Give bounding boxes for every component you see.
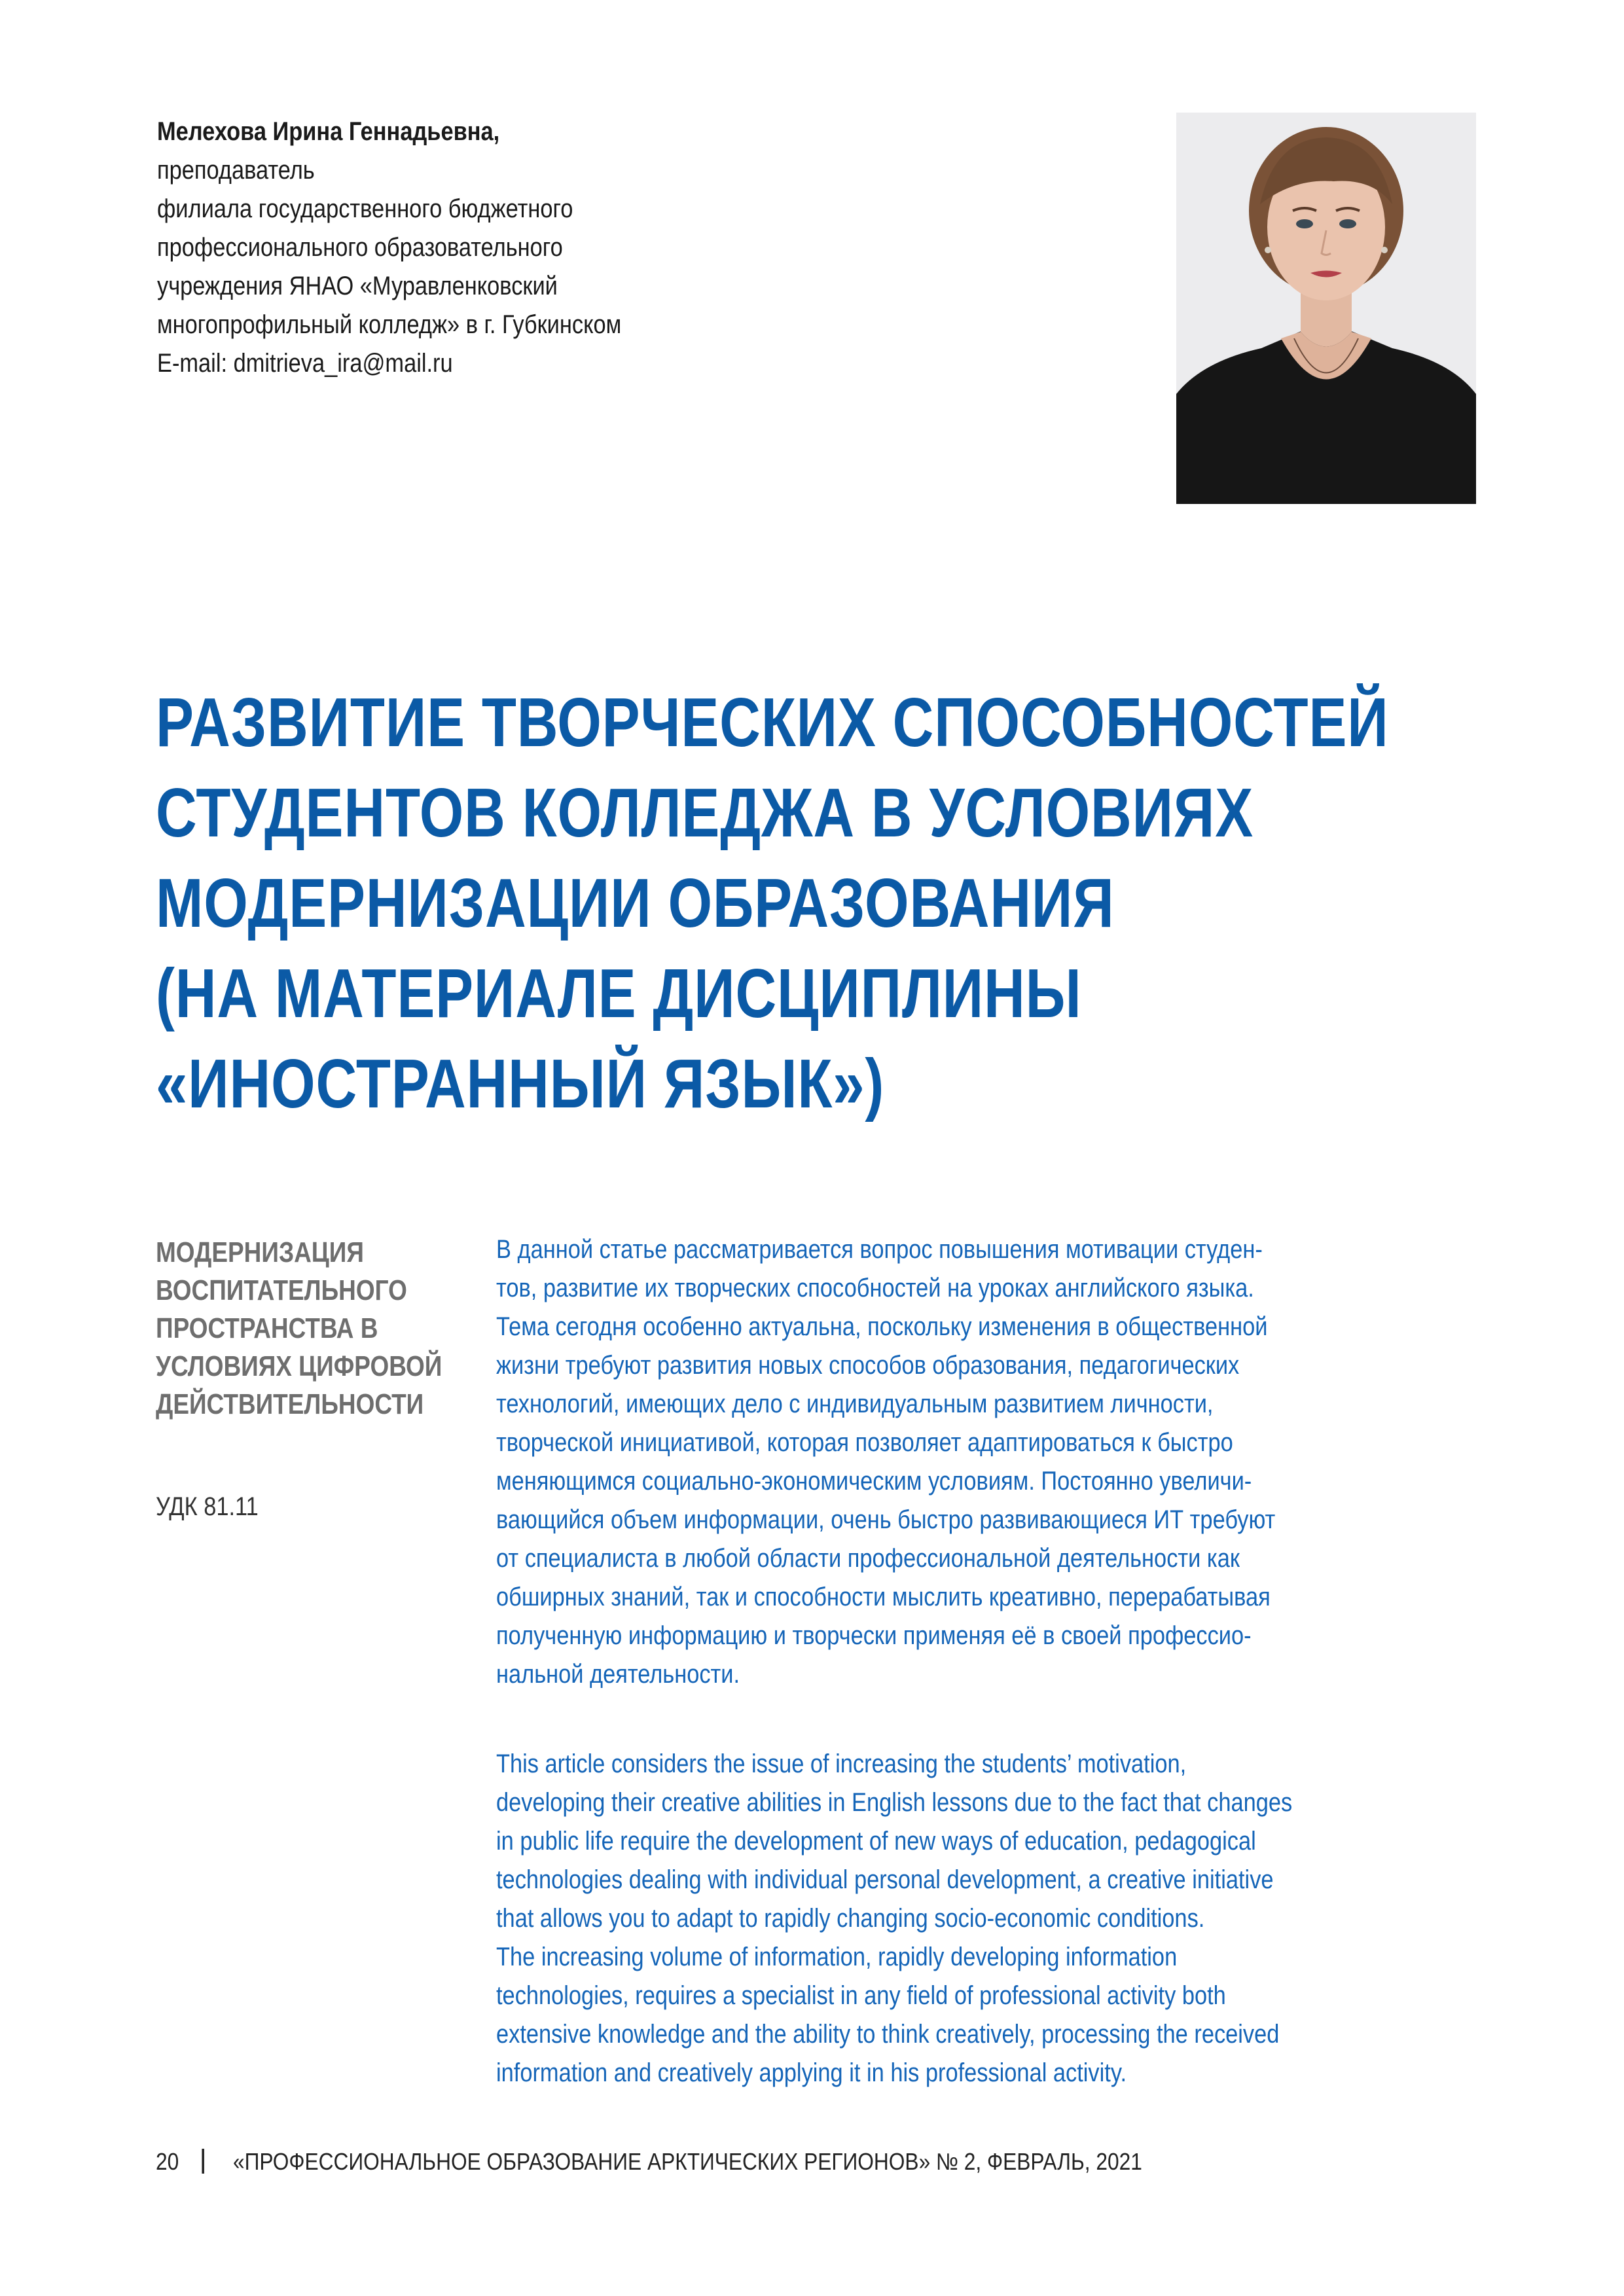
abstract-line: that allows you to adapt to rapidly changing socio-economic conditions.: [496, 1904, 1205, 1933]
rubric-line: МОДЕРНИЗАЦИЯ: [156, 1236, 364, 1268]
abstract-russian: [496, 1230, 1517, 1694]
abstract: [496, 1230, 1517, 2092]
abstract-line: тов, развитие их творческих способностей на уроках английского языка.: [496, 1274, 1254, 1302]
abstract-line: от специалиста в любой области профессиональной деятельности как: [496, 1544, 1240, 1573]
author-name: Мелехова Ирина Геннадьевна,: [157, 117, 500, 146]
title-line: МОДЕРНИЗАЦИИ ОБРАЗОВАНИЯ: [156, 865, 1115, 942]
abstract-line: жизни требуют развития новых способов образования, педагогических: [496, 1351, 1240, 1380]
abstract-line: творческой инициативой, которая позволяет адаптироваться к быстро: [496, 1428, 1233, 1457]
abstract-line: нальной деятельности.: [496, 1660, 740, 1689]
author-position: преподаватель: [157, 156, 315, 185]
abstract-line: полученную информацию и творчески применяя её в своей профессио-: [496, 1621, 1252, 1650]
abstract-line: This article considers the issue of increasing the students’ motivation,: [496, 1749, 1187, 1778]
rubric-line: УСЛОВИЯХ ЦИФРОВОЙ: [156, 1350, 442, 1382]
abstract-line: technologies dealing with individual personal development, a creative initiative: [496, 1865, 1274, 1894]
page-number: 20: [156, 2148, 179, 2175]
abstract-line: technologies, requires a specialist in any field of professional activity both: [496, 1981, 1226, 2010]
abstract-line: developing their creative abilities in English lessons due to the fact that changes: [496, 1788, 1293, 1817]
article-title: [156, 677, 1389, 1129]
portrait-illustration: [1176, 113, 1476, 504]
author-photo: [1176, 113, 1476, 504]
title-line: СТУДЕНТОВ КОЛЛЕДЖА В УСЛОВИЯХ: [156, 774, 1254, 852]
page-footer: [156, 2148, 1308, 2176]
title-line: РАЗВИТИЕ ТВОРЧЕСКИХ СПОСОБНОСТЕЙ: [156, 684, 1389, 761]
rubric-line: ВОСПИТАТЕЛЬНОГО: [156, 1274, 407, 1306]
footer-divider: [202, 2149, 204, 2174]
abstract-line: технологий, имеющих дело с индивидуальным развитием личности,: [496, 1390, 1214, 1418]
section-rubric: [156, 1234, 463, 1424]
author-affiliation-line: многопрофильный колледж» в г. Губкинском: [157, 310, 622, 339]
author-block: [157, 113, 1001, 383]
rubric-line: ПРОСТРАНСТВА В: [156, 1312, 378, 1344]
abstract-line: вающийся объем информации, очень быстро развивающиеся ИТ требуют: [496, 1505, 1276, 1534]
abstract-line: В данной статье рассматривается вопрос повышения мотивации студен-: [496, 1235, 1263, 1264]
abstract-line: information and creatively applying it in his professional activity.: [496, 2058, 1127, 2087]
title-line: «ИНОСТРАННЫЙ ЯЗЫК»): [156, 1045, 885, 1122]
abstract-english: [496, 1745, 1517, 2092]
author-affiliation-line: филиала государственного бюджетного: [157, 194, 573, 223]
udc-code: УДК 81.11: [156, 1492, 259, 1521]
rubric-line: ДЕЙСТВИТЕЛЬНОСТИ: [156, 1388, 424, 1420]
author-email: E-mail: dmitrieva_ira@mail.ru: [157, 349, 453, 378]
journal-info: «ПРОФЕССИОНАЛЬНОЕ ОБРАЗОВАНИЕ АРКТИЧЕСКИХ РЕГИОНОВ» № 2, ФЕВРАЛЬ, 2021: [232, 2148, 1142, 2175]
author-affiliation-line: учреждения ЯНАО «Муравленковский: [157, 272, 558, 300]
author-affiliation-line: профессионального образовательного: [157, 233, 563, 262]
abstract-line: обширных знаний, так и способности мыслить креативно, перерабатывая: [496, 1583, 1271, 1611]
title-line: (НА МАТЕРИАЛЕ ДИСЦИПЛИНЫ: [156, 955, 1082, 1032]
abstract-line: The increasing volume of information, rapidly developing information: [496, 1943, 1178, 1971]
abstract-line: меняющимся социально-экономическим условиям. Постоянно увеличи-: [496, 1467, 1252, 1496]
abstract-line: extensive knowledge and the ability to think creatively, processing the received: [496, 2020, 1280, 2049]
abstract-line: Тема сегодня особенно актуальна, поскольку изменения в общественной: [496, 1312, 1268, 1341]
abstract-line: in public life require the development of new ways of education, pedagogical: [496, 1827, 1256, 1856]
